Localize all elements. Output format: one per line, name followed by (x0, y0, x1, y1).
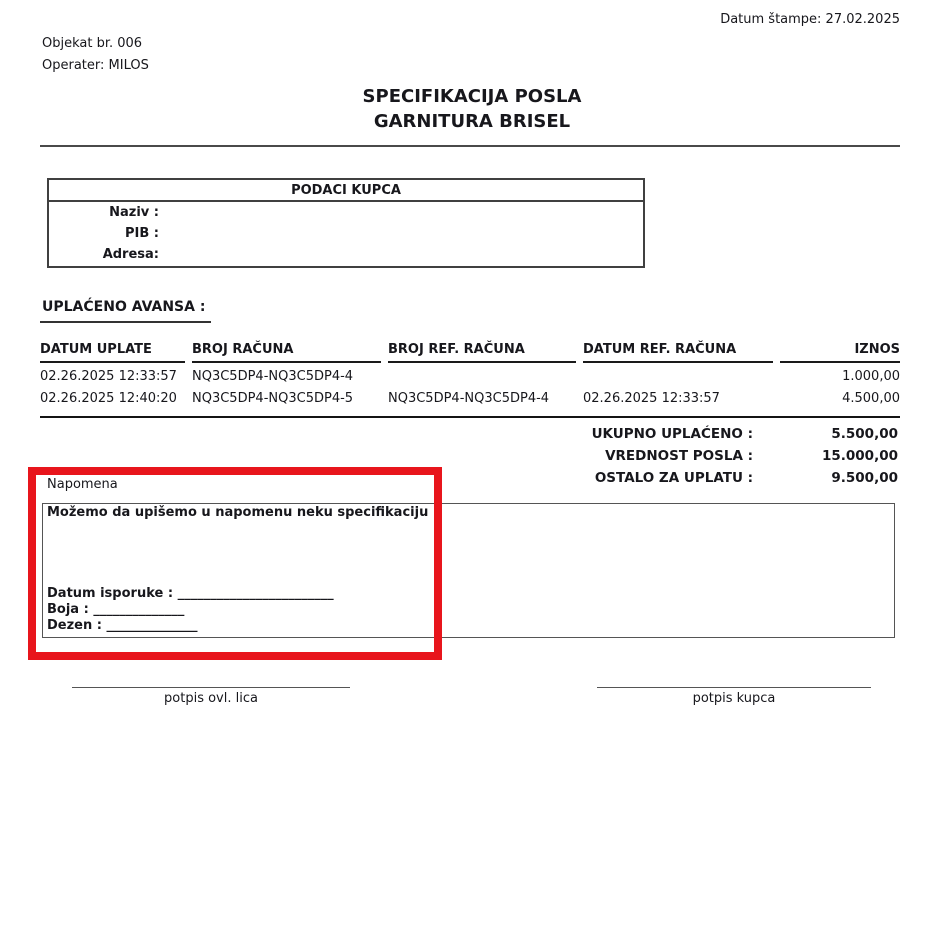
table-cell-amount: 1.000,00 (842, 369, 900, 384)
table-cell: 02.26.2025 12:33:57 (583, 391, 720, 406)
table-cell-amount: 4.500,00 (842, 391, 900, 406)
column-header-iznos: IZNOS (780, 341, 900, 363)
operator-name: Operater: MILOS (42, 58, 149, 73)
column-header-datum-uplate: DATUM UPLATE (40, 341, 185, 363)
column-header-datum-ref-racuna: DATUM REF. RAČUNA (583, 341, 773, 363)
customer-name-label: Naziv : (109, 205, 159, 220)
advances-section-title: UPLAĆENO AVANSA : (40, 299, 211, 323)
note-label: Napomena (47, 477, 118, 492)
customer-pib-value (159, 223, 643, 244)
table-cell: NQ3C5DP4-NQ3C5DP4-4 (388, 391, 550, 406)
print-date: Datum štampe: 27.02.2025 (720, 12, 900, 27)
column-header-broj-ref-racuna: BROJ REF. RAČUNA (388, 341, 576, 363)
object-number: Objekat br. 006 (42, 36, 143, 51)
customer-address-row (49, 244, 643, 265)
totals-divider (40, 416, 900, 418)
delivery-date-line: Datum isporuke : ________________________ (47, 586, 334, 601)
customer-info-box (47, 178, 645, 268)
signature-authorized-person: potpis ovl. lica (72, 687, 350, 706)
table-cell: NQ3C5DP4-NQ3C5DP4-5 (192, 391, 354, 406)
customer-pib-label: PIB : (125, 226, 159, 241)
table-cell: 02.26.2025 12:33:57 (40, 369, 177, 384)
report-subtitle: GARNITURA BRISEL (373, 111, 571, 132)
customer-pib-row (49, 223, 643, 244)
remaining-label: OSTALO ZA UPLATU : (594, 470, 753, 486)
job-value-value: 15.000,00 (821, 448, 898, 464)
table-cell: 02.26.2025 12:40:20 (40, 391, 177, 406)
customer-address-label: Adresa: (102, 247, 159, 262)
customer-address-value (159, 244, 643, 265)
report-title: SPECIFIKACIJA POSLA (362, 86, 582, 107)
customer-name-row (49, 202, 643, 223)
note-bottom-lines (47, 586, 890, 634)
total-paid-row (460, 423, 898, 445)
signature-customer: potpis kupca (597, 687, 871, 706)
title-divider (40, 145, 900, 147)
table-cell (388, 363, 576, 385)
pattern-line: Dezen : ______________ (47, 618, 198, 633)
table-cell (583, 363, 773, 385)
customer-name-value (159, 202, 643, 223)
note-box (42, 503, 895, 638)
total-paid-label: UKUPNO UPLAĆENO : (591, 426, 753, 442)
advances-table (40, 341, 900, 407)
note-content: Možemo da upišemo u napomenu neku specifikaciju (47, 505, 429, 520)
job-value-label: VREDNOST POSLA : (605, 448, 753, 464)
remaining-value: 9.500,00 (831, 470, 898, 486)
remaining-row (460, 467, 898, 489)
customer-box-header: PODACI KUPCA (49, 180, 643, 202)
color-line: Boja : ______________ (47, 602, 185, 617)
table-cell: NQ3C5DP4-NQ3C5DP4-4 (192, 369, 354, 384)
total-paid-value: 5.500,00 (831, 426, 898, 442)
totals-block (460, 423, 898, 489)
job-value-row (460, 445, 898, 467)
column-header-broj-racuna: BROJ RAČUNA (192, 341, 381, 363)
